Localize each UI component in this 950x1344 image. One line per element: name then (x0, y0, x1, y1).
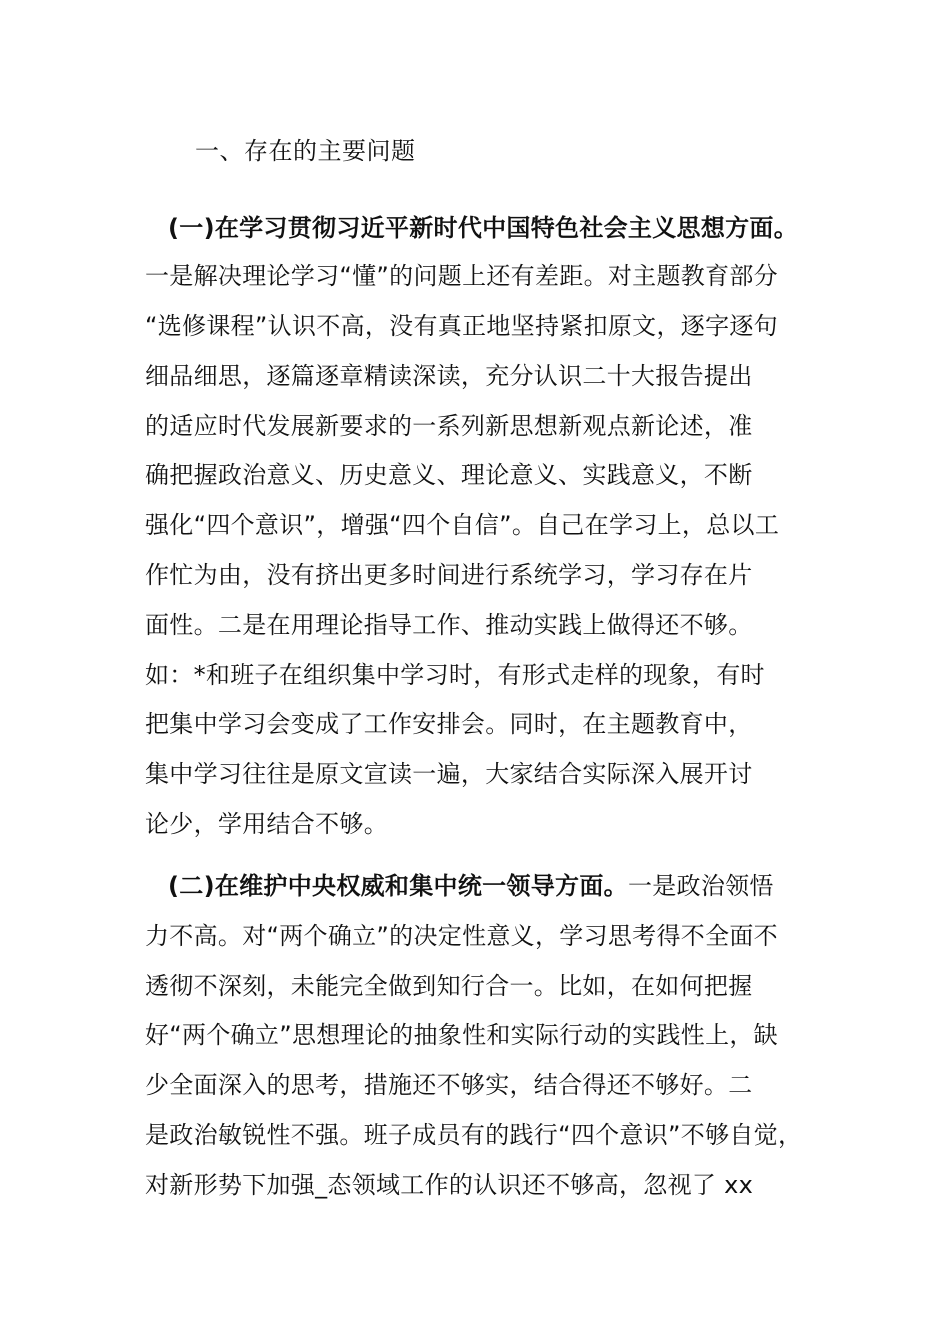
paragraph-line: 少全面深入的思考，措施还不够实，结合得还不够好。二 (145, 1071, 753, 1099)
paragraph-line: 集中学习往往是原文宣读一遍，大家结合实际深入展开讨 (145, 760, 753, 788)
paragraph-line: 力不高。对“两个确立”的决定性意义，学习思考得不全面不 (145, 922, 778, 950)
paragraph-line: 如：*和班子在组织集中学习时，有形式走样的现象，有时 (145, 661, 765, 689)
subsection-title-2-tail: 一是政治领悟 (627, 872, 774, 900)
paragraph-line: 好“两个确立”思想理论的抽象性和实际行动的实践性上，缺 (145, 1021, 778, 1049)
subsection-title-2: (二)在维护中央权威和集中统一领导方面。 (168, 872, 628, 900)
paragraph-line: 是政治敏锐性不强。班子成员有的践行“四个意识”不够自觉， (145, 1121, 803, 1149)
paragraph-line: 细品细思，逐篇逐章精读深读，充分认识二十大报告提出 (145, 362, 753, 390)
paragraph-line: 面性。二是在用理论指导工作、推动实践上做得还不够。 (145, 611, 753, 639)
paragraph-line: “选修课程”认识不高，没有真正地坚持紧扣原文，逐字逐句 (145, 312, 778, 340)
subsection-title-1: (一)在学习贯彻习近平新时代中国特色社会主义思想方面。 (168, 214, 799, 242)
paragraph-line: 强化“四个意识”，增强“四个自信”。自己在学习上，总以工 (145, 511, 780, 539)
paragraph-line: 作忙为由，没有挤出更多时间进行系统学习，学习存在片 (145, 561, 753, 589)
paragraph-line: 的适应时代发展新要求的一系列新思想新观点新论述，准 (145, 412, 753, 440)
paragraph-line: 确把握政治意义、历史意义、理论意义、实践意义，不断 (145, 461, 753, 489)
paragraph-line: 把集中学习会变成了工作安排会。同时，在主题教育中， (145, 710, 753, 738)
paragraph-line: 对新形势下加强_态领域工作的认识还不够高，忽视了 xx (145, 1171, 754, 1199)
section-heading: 一、存在的主要问题 (195, 137, 416, 165)
paragraph-line: 一是解决理论学习“懂”的问题上还有差距。对主题教育部分 (145, 262, 778, 290)
paragraph-line: 透彻不深刻，未能完全做到知行合一。比如，在如何把握 (145, 972, 753, 1000)
paragraph-line: 论少，学用结合不够。 (145, 810, 388, 838)
subsection-title-2-line (168, 868, 774, 904)
